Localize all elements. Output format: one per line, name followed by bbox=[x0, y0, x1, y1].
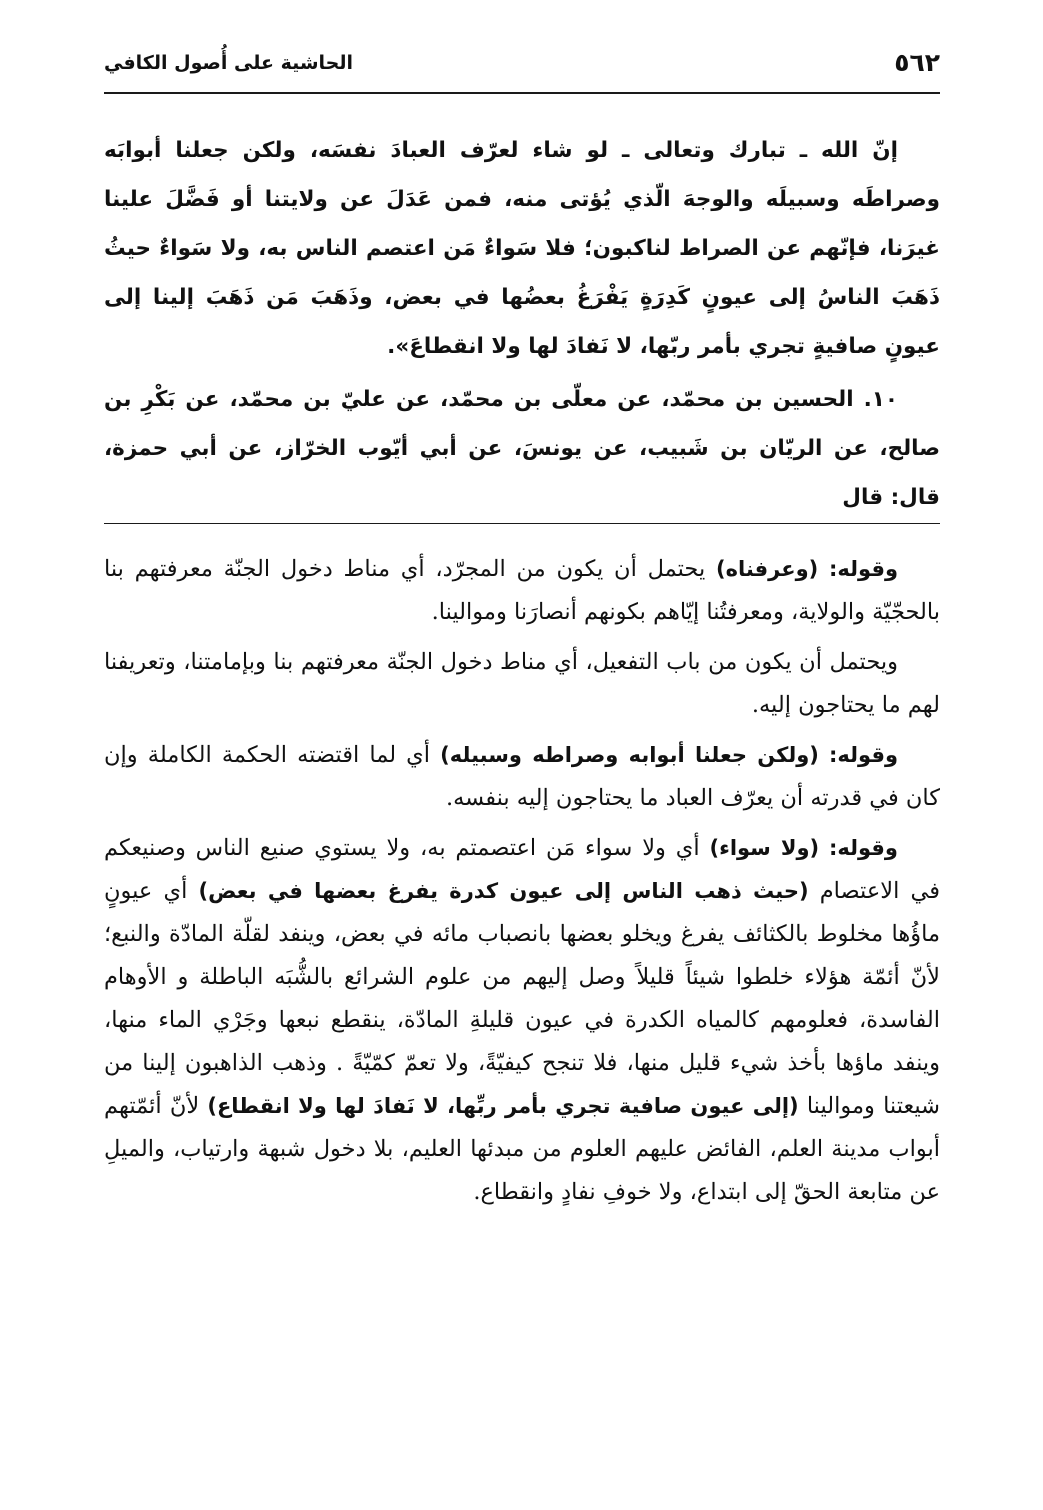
commentary bbox=[104, 548, 940, 1221]
main-text bbox=[104, 126, 940, 522]
quoted-phrase: (حيث ذهب الناس إلى عيون كدرة يفرغ بعضها في بعض) bbox=[198, 879, 809, 903]
quoted-phrase: (وعرفناه) bbox=[715, 557, 819, 581]
commentary-label: وقوله: bbox=[829, 557, 899, 581]
commentary-text: أي ولا سواء مَن اعتصمتم به، ولا يستوي صنيع الناس وصنيعكم في الاعتصام bbox=[104, 835, 940, 904]
commentary-label: وقوله: bbox=[829, 836, 898, 860]
commentary-label: وقوله: bbox=[829, 743, 899, 767]
commentary-paragraph bbox=[104, 827, 940, 1214]
commentary-text: لأنّ أئمّتهم أبواب مدينة العلم، الفائض عليهم العلوم من مبدئها العليم، بلا دخول شبهة وارتياب، والميلِ عن متابعة الحقّ إلى ابتداع، ولا خوفِ نفادٍ وانقطاع. bbox=[104, 1093, 940, 1205]
running-title: الحاشية على أُصول الكافي bbox=[104, 52, 354, 74]
commentary-text: أي لما اقتضته الحكمة الكاملة وإن كان في قدرته أن يعرّف العباد ما يحتاجون إليه بنفسه. bbox=[104, 742, 940, 811]
header-rule bbox=[104, 92, 940, 94]
footnote-rule bbox=[104, 523, 940, 524]
commentary-paragraph bbox=[104, 734, 940, 820]
commentary-paragraph bbox=[104, 641, 940, 727]
quoted-phrase: (ولا سواء) bbox=[709, 836, 820, 860]
commentary-paragraph bbox=[104, 548, 940, 634]
page-header bbox=[104, 42, 940, 92]
quoted-phrase: (ولكن جعلنا أبوابه وصراطه وسبيله) bbox=[440, 743, 819, 767]
main-paragraph: ١٠. الحسين بن محمّد، عن معلّى بن محمّد، عن عليّ بن محمّد، عن بَكْرِ بن صالح، عن الريّان بن شَبيب، عن يونسَ، عن أبي أيّوب الخرّاز، عن أبي حمزة، قال: قال bbox=[104, 387, 940, 510]
page-number: ٥٦٢ bbox=[894, 48, 940, 77]
commentary-text: أي عيونٍ ماؤُها مخلوط بالكثائف يفرغ ويخلو بعضها بانصباب مائه في بعض، وينفد لقلّة المادّة والنبع؛ لأنّ أئمّة هؤلاء خلطوا شيئاً قليلاً وصل إليهم من علوم الشرائع بالشُّبَه الباطلة و الأوهام الفاسدة، فعلومهم كالمياه الكدرة في عيون قليلةِ المادّة، ينقطع نبعها وجَرْي الماء منها، وينفد ماؤها بأخذ شيء قليل منها، فلا تنجح كيفيّةً، ولا تعمّ كمّيّةً . وذهب الذاهبون إلينا من شيعتنا وموالينا bbox=[104, 878, 940, 1119]
quoted-phrase: (إلى عيون صافية تجري بأمر ربِّها، لا نَفادَ لها ولا انقطاع) bbox=[207, 1094, 799, 1118]
commentary-text: ويحتمل أن يكون من باب التفعيل، أي مناط دخول الجنّة معرفتهم بنا وبإمامتنا، وتعريفنا لهم ما يحتاجون إليه. bbox=[104, 649, 940, 718]
commentary-text: يحتمل أن يكون من المجرّد، أي مناط دخول الجنّة معرفتهم بنا بالحجّيّة والولاية، ومعرفتُنا إيّاهم بكونهم أنصارَنا وموالينا. bbox=[104, 556, 940, 625]
main-paragraph: إنّ الله ـ تبارك وتعالى ـ لو شاء لعرّف العبادَ نفسَه، ولكن جعلنا أبوابَه وصراطَه وسبيلَه والوجهَ الّذي يُؤتى منه، فمن عَدَلَ عن ولايتنا أو فَضَّلَ علينا غيرَنا، فإنّهم عن الصراط لناكبون؛ فلا سَواءٌ مَن اعتصم الناس به، ولا سَواءٌ حيثُ ذَهَبَ الناسُ إلى عيونٍ كَدِرَةٍ يَفْرَغُ بعضُها في بعض، وذَهَبَ مَن ذَهَبَ إلينا إلى عيونٍ صافيةٍ تجري بأمر ربّها، لا نَفادَ لها ولا انقطاعَ». bbox=[104, 138, 940, 359]
